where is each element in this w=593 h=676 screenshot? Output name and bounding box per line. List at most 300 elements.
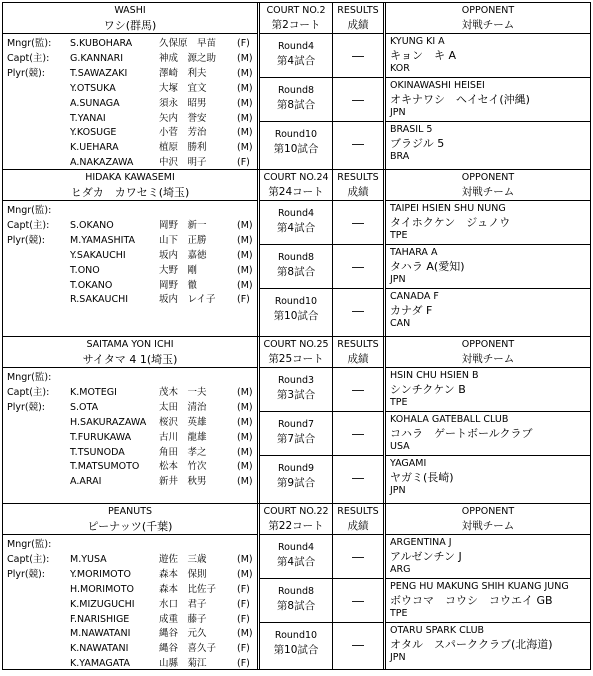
team-name-en: HIDAKA KAWASEMI	[85, 172, 175, 183]
opponent-name-jp: オタル スパーククラブ(北海道)	[390, 637, 553, 651]
player-name-jp: 太田 清治	[159, 401, 207, 413]
roster-row	[3, 156, 257, 169]
player-name-en: K.YAMAGATA	[70, 658, 131, 670]
player-sex: (M)	[237, 264, 253, 276]
player-name-en: G.KANNARI	[70, 52, 124, 64]
player-name-en: K.MIZUGUCHI	[70, 598, 135, 610]
result-cell: ―	[333, 245, 383, 289]
team-block	[3, 504, 590, 669]
results-column	[333, 337, 386, 503]
player-name-en: T.MATSUMOTO	[70, 461, 140, 473]
opponent-name-jp: ボウコマ コウシ コウエイ GB	[390, 593, 553, 607]
roster-row	[3, 371, 257, 384]
roster-row	[3, 627, 257, 640]
result-cell: ―	[333, 535, 383, 579]
player-sex: (M)	[237, 553, 253, 565]
player-sex: (M)	[237, 386, 253, 398]
roster-row	[3, 82, 257, 95]
roster-row	[3, 613, 257, 626]
round-cell	[260, 289, 332, 333]
opponent-country: BRA	[390, 151, 410, 162]
court-header	[260, 504, 332, 535]
court-number-en: COURT NO.22	[263, 506, 329, 517]
round-jp: 第10試合	[273, 310, 319, 322]
player-name-en: K.NAWATANI	[70, 643, 129, 655]
opponent-label-jp: 対戦チーム	[461, 186, 515, 198]
player-sex: (F)	[237, 598, 250, 610]
player-name-jp: 坂内 レイ子	[159, 294, 216, 306]
court-header	[260, 3, 332, 34]
role-label: Mngr(監):	[7, 205, 52, 216]
opponent-name-jp: シンチクケン B	[390, 382, 466, 396]
player-name-jp: 坂内 嘉徳	[159, 249, 207, 261]
player-name-jp: 大野 剛	[159, 264, 198, 276]
round-cell	[260, 201, 332, 245]
round-jp: 第7試合	[276, 433, 316, 445]
team-column	[3, 170, 260, 336]
team-header	[3, 170, 257, 201]
opponent-header	[386, 3, 590, 34]
team-name-jp: ピーナッツ(千葉)	[87, 520, 173, 533]
opponent-country: JPN	[390, 274, 406, 285]
results-label-en: RESULTS	[337, 5, 379, 16]
opponent-name-jp: コハラ ゲートボールクラブ	[390, 426, 533, 440]
team-name-en: SAITAMA YON ICHI	[86, 339, 174, 350]
round-en: Round3	[277, 375, 315, 386]
roster-row	[3, 401, 257, 414]
roster-row	[3, 431, 257, 444]
opponent-label-jp: 対戦チーム	[461, 353, 515, 365]
team-header	[3, 3, 257, 34]
team-name-en: WASHI	[114, 5, 146, 16]
player-sex: (M)	[237, 127, 253, 139]
player-name-en: T.ONO	[70, 264, 100, 276]
court-number-jp: 第25コート	[268, 353, 324, 365]
player-name-jp: 大塚 宜文	[159, 82, 207, 94]
round-en: Round10	[274, 630, 318, 641]
round-en: Round4	[277, 542, 315, 553]
roster-row	[3, 112, 257, 125]
role-label: Mngr(監):	[7, 372, 52, 383]
player-name-en: K.UEHARA	[70, 142, 119, 154]
player-name-jp: 古川 龍雄	[159, 431, 207, 443]
player-name-jp: 森本 保則	[159, 568, 207, 580]
player-name-jp: 森本 比佐子	[159, 583, 217, 595]
roster-row	[3, 553, 257, 566]
round-jp: 第3試合	[276, 389, 316, 401]
roster-row	[3, 141, 257, 154]
player-name-jp: 植原 勝利	[159, 142, 207, 154]
round-jp: 第8試合	[276, 266, 316, 278]
player-name-en: K.MOTEGI	[70, 386, 117, 398]
results-label-jp: 成績	[347, 353, 369, 365]
result-cell: ―	[352, 137, 364, 151]
player-name-jp: 縄谷 元久	[159, 628, 207, 640]
opponent-cell	[386, 34, 590, 78]
player-name-jp: 角田 孝之	[159, 446, 207, 458]
round-cell	[260, 535, 332, 579]
player-name-jp: 水口 君子	[159, 598, 207, 610]
opponent-name-en: CANADA F	[390, 291, 439, 302]
team-column	[3, 3, 260, 169]
roster-row	[3, 52, 257, 65]
round-en: Round9	[277, 463, 315, 474]
player-name-en: H.SAKURAZAWA	[70, 416, 147, 428]
roster-row	[3, 279, 257, 292]
opponent-cell	[386, 201, 590, 245]
roster-row	[3, 657, 257, 670]
team-name-jp: ワシ(群馬)	[103, 19, 157, 32]
player-sex: (M)	[237, 416, 253, 428]
court-column	[260, 337, 333, 503]
roster-row	[3, 219, 257, 232]
roster-row	[3, 249, 257, 262]
round-cell	[260, 412, 332, 456]
result-cell: ―	[333, 412, 383, 456]
team-block	[3, 3, 590, 170]
opponent-name-jp: ブラジル 5	[390, 136, 445, 150]
opponent-column	[386, 3, 590, 169]
player-sex: (M)	[237, 82, 253, 94]
results-header	[333, 3, 383, 34]
player-name-jp: 小菅 芳治	[159, 127, 207, 139]
results-column	[333, 170, 386, 336]
court-number-en: COURT NO.25	[263, 339, 329, 350]
result-cell: ―	[352, 304, 364, 318]
player-name-jp: 岡野 徹	[159, 279, 198, 291]
opponent-name-en: TAHARA A	[390, 247, 438, 258]
opponent-name-en: KYUNG KI A	[390, 36, 445, 47]
opponent-name-en: OKINAWASHI HEISEI	[390, 80, 485, 91]
player-name-jp: 岡野 新一	[159, 219, 207, 231]
role-label: Capt(主):	[7, 219, 50, 231]
player-name-en: T.YANAI	[70, 112, 106, 124]
result-cell: ―	[333, 579, 383, 623]
round-en: Round8	[277, 252, 315, 263]
role-label: Mngr(監):	[7, 539, 52, 550]
opponent-label-en: OPPONENT	[461, 506, 515, 517]
player-name-en: M.NAWATANI	[70, 628, 131, 640]
player-name-en: A.ARAI	[70, 476, 102, 488]
player-sex: (F)	[237, 613, 250, 625]
player-sex: (M)	[237, 568, 253, 580]
roster-row	[3, 234, 257, 247]
player-name-en: T.TSUNODA	[70, 446, 125, 458]
opponent-country: JPN	[390, 485, 406, 496]
round-cell	[260, 245, 332, 289]
opponent-column	[386, 337, 590, 503]
team-name-jp: ヒダカ カワセミ(埼玉)	[70, 186, 190, 199]
round-en: Round8	[277, 586, 315, 597]
player-name-en: Y.MORIMOTO	[70, 568, 131, 580]
opponent-name-en: YAGAMI	[390, 458, 427, 469]
results-label-en: RESULTS	[337, 172, 379, 183]
opponent-name-jp: タイホクケン ジュノウ	[390, 215, 511, 229]
roster-row	[3, 204, 257, 217]
player-sex: (M)	[237, 279, 253, 291]
results-column	[333, 504, 386, 669]
court-column	[260, 504, 333, 669]
opponent-name-en: TAIPEI HSIEN SHU NUNG	[390, 203, 506, 214]
opponent-name-en: KOHALA GATEBALL CLUB	[390, 414, 509, 425]
team-block	[3, 337, 590, 504]
roster-row	[3, 583, 257, 596]
player-sex: (M)	[237, 142, 253, 154]
opponent-cell	[386, 535, 590, 579]
role-label: Capt(主):	[7, 52, 50, 64]
roster-row	[3, 264, 257, 277]
opponent-column	[386, 170, 590, 336]
player-name-jp: 須永 昭男	[159, 97, 207, 109]
round-cell	[260, 623, 332, 667]
results-header	[333, 504, 383, 535]
opponent-label-en: OPPONENT	[461, 172, 515, 183]
opponent-name-jp: キョン キ A	[390, 48, 457, 62]
opponent-cell	[386, 623, 590, 667]
round-cell	[260, 579, 332, 623]
opponent-country: ARG	[390, 564, 411, 575]
opponent-name-jp: アルゼンチン J	[390, 549, 462, 563]
player-sex: (M)	[237, 401, 253, 413]
player-sex: (F)	[237, 658, 250, 670]
round-cell	[260, 78, 332, 122]
team-column	[3, 504, 260, 669]
player-name-en: A.NAKAZAWA	[70, 157, 134, 169]
player-name-en: Y.SAKAUCHI	[70, 249, 126, 261]
round-jp: 第10試合	[273, 644, 319, 656]
round-jp: 第8試合	[276, 600, 316, 612]
player-name-jp: 成重 藤子	[159, 613, 207, 625]
player-sex: (F)	[237, 38, 250, 49]
opponent-name-en: HSIN CHU HSIEN B	[390, 370, 479, 381]
round-jp: 第10試合	[273, 143, 319, 155]
result-cell: ―	[352, 471, 364, 485]
opponent-country: CAN	[390, 318, 411, 329]
results-header	[333, 170, 383, 201]
result-cell: ―	[352, 638, 364, 652]
round-en: Round10	[274, 296, 318, 307]
round-en: Round4	[277, 41, 315, 52]
player-name-jp: 茂木 一夫	[159, 386, 207, 398]
opponent-cell	[386, 245, 590, 289]
role-label: Capt(主):	[7, 553, 50, 565]
opponent-header	[386, 337, 590, 368]
player-name-en: Y.KOSUGE	[70, 127, 117, 139]
roster-row	[3, 475, 257, 488]
player-sex: (F)	[237, 157, 250, 169]
player-sex: (M)	[237, 234, 253, 246]
results-header	[333, 337, 383, 368]
round-en: Round8	[277, 85, 315, 96]
round-jp: 第4試合	[276, 222, 316, 234]
player-sex: (M)	[237, 431, 253, 443]
player-name-jp: 遊佐 三歳	[159, 553, 207, 565]
player-name-en: M.YAMASHITA	[70, 234, 136, 246]
court-column	[260, 170, 333, 336]
opponent-cell	[386, 122, 590, 166]
player-name-jp: 新井 秋男	[159, 476, 207, 488]
court-number-en: COURT NO.2	[266, 5, 326, 16]
roster-row	[3, 97, 257, 110]
round-cell	[260, 34, 332, 78]
court-number-en: COURT NO.24	[263, 172, 329, 183]
player-name-jp: 神成 源之助	[159, 52, 217, 64]
opponent-name-jp: カナダ F	[390, 303, 433, 317]
player-name-jp: 山縣 菊江	[159, 658, 207, 670]
roster-row	[3, 37, 257, 50]
player-sex: (M)	[237, 97, 253, 109]
roster-row	[3, 460, 257, 473]
opponent-name-en: ARGENTINA J	[390, 537, 452, 548]
role-label: Plyr(競):	[7, 568, 46, 580]
roster-row	[3, 67, 257, 80]
round-cell	[260, 368, 332, 412]
result-cell: ―	[333, 34, 383, 78]
player-sex: (F)	[237, 294, 250, 306]
player-name-jp: 松本 竹次	[159, 461, 207, 473]
roster-row	[3, 416, 257, 429]
result-cell: ―	[333, 78, 383, 122]
round-cell	[260, 456, 332, 500]
round-cell	[260, 122, 332, 166]
opponent-name-jp: オキナワシ ヘイセイ(沖縄)	[390, 92, 530, 106]
player-name-en: T.FURUKAWA	[70, 431, 132, 443]
opponent-country: USA	[390, 441, 410, 452]
player-sex: (F)	[237, 643, 250, 655]
opponent-country: TPE	[390, 608, 408, 619]
player-name-en: S.OTA	[70, 401, 99, 413]
round-en: Round10	[274, 129, 318, 140]
roster-row	[3, 568, 257, 581]
round-en: Round7	[277, 419, 315, 430]
court-header	[260, 337, 332, 368]
opponent-cell	[386, 412, 590, 456]
player-name-jp: 矢内 誉安	[159, 112, 207, 124]
opponent-cell	[386, 456, 590, 500]
roster-row	[3, 446, 257, 459]
round-jp: 第9試合	[276, 477, 316, 489]
player-name-jp: 中沢 明子	[159, 157, 207, 169]
opponent-cell	[386, 289, 590, 333]
round-jp: 第4試合	[276, 55, 316, 67]
results-label-jp: 成績	[347, 19, 369, 31]
role-label: Capt(主):	[7, 386, 50, 398]
opponent-country: TPE	[390, 397, 408, 408]
player-name-en: Y.OTSUKA	[70, 82, 116, 94]
role-label: Mngr(監):	[7, 38, 52, 49]
team-block	[3, 170, 590, 337]
opponent-name-jp: タハラ A(愛知)	[390, 259, 465, 273]
role-label: Plyr(競):	[7, 67, 46, 79]
results-label-en: RESULTS	[337, 506, 379, 517]
player-sex: (M)	[237, 112, 253, 124]
opponent-column	[386, 504, 590, 669]
player-sex: (M)	[237, 476, 253, 488]
results-label-jp: 成績	[347, 520, 369, 532]
roster-row	[3, 642, 257, 655]
opponent-cell	[386, 368, 590, 412]
role-label: Plyr(競):	[7, 401, 46, 413]
player-name-en: H.MORIMOTO	[70, 583, 135, 595]
opponent-cell	[386, 78, 590, 122]
team-column	[3, 337, 260, 503]
opponent-name-en: BRASIL 5	[390, 124, 433, 135]
court-column	[260, 3, 333, 169]
roster-row	[3, 126, 257, 139]
roster-row	[3, 293, 257, 306]
opponent-name-en: OTARU SPARK CLUB	[390, 625, 485, 636]
roster-row	[3, 538, 257, 551]
opponent-country: JPN	[390, 652, 406, 663]
court-header	[260, 170, 332, 201]
opponent-country: TPE	[390, 230, 408, 241]
court-number-jp: 第22コート	[268, 520, 324, 532]
team-header	[3, 504, 257, 535]
player-name-en: R.SAKAUCHI	[70, 294, 129, 306]
player-sex: (F)	[237, 583, 250, 595]
schedule-sheet	[2, 2, 591, 670]
opponent-header	[386, 170, 590, 201]
player-name-jp: 久保原 早苗	[159, 38, 217, 49]
opponent-label-jp: 対戦チーム	[461, 520, 515, 532]
opponent-country: JPN	[390, 107, 406, 118]
player-name-en: S.KUBOHARA	[70, 38, 133, 49]
opponent-label-en: OPPONENT	[461, 339, 515, 350]
player-sex: (M)	[237, 249, 253, 261]
round-jp: 第8試合	[276, 99, 316, 111]
player-name-en: A.SUNAGA	[70, 97, 120, 109]
player-sex: (M)	[237, 52, 253, 64]
player-sex: (M)	[237, 628, 253, 640]
player-name-en: T.OKANO	[70, 279, 113, 291]
roster-row	[3, 386, 257, 399]
opponent-name-jp: ヤガミ(長崎)	[390, 470, 454, 484]
court-number-jp: 第2コート	[271, 19, 321, 31]
role-label: Plyr(競):	[7, 234, 46, 246]
player-name-en: T.SAWAZAKI	[70, 67, 128, 79]
round-jp: 第4試合	[276, 556, 316, 568]
opponent-header	[386, 504, 590, 535]
opponent-label-en: OPPONENT	[461, 5, 515, 16]
player-name-en: S.OKANO	[70, 219, 114, 231]
player-sex: (M)	[237, 461, 253, 473]
player-sex: (M)	[237, 67, 253, 79]
player-name-jp: 縄谷 喜久子	[159, 643, 217, 655]
team-name-en: PEANUTS	[107, 506, 153, 517]
player-name-en: M.YUSA	[70, 553, 107, 565]
court-number-jp: 第24コート	[268, 186, 324, 198]
result-cell: ―	[333, 201, 383, 245]
roster-row	[3, 598, 257, 611]
player-sex: (M)	[237, 219, 253, 231]
result-cell: ―	[333, 368, 383, 412]
results-label-en: RESULTS	[337, 339, 379, 350]
player-sex: (M)	[237, 446, 253, 458]
team-name-jp: サイタマ 4 1(埼玉)	[82, 353, 178, 366]
opponent-label-jp: 対戦チーム	[461, 19, 515, 31]
player-name-jp: 桜沢 英雄	[159, 416, 207, 428]
opponent-name-en: PENG HU MAKUNG SHIH KUANG JUNG	[390, 581, 569, 592]
opponent-cell	[386, 579, 590, 623]
results-label-jp: 成績	[347, 186, 369, 198]
player-name-en: F.NARISHIGE	[70, 613, 130, 625]
player-name-jp: 澤崎 利夫	[159, 67, 207, 79]
opponent-country: KOR	[390, 63, 410, 74]
results-column	[333, 3, 386, 169]
round-en: Round4	[277, 208, 315, 219]
team-header	[3, 337, 257, 368]
player-name-jp: 山下 正勝	[159, 234, 207, 246]
